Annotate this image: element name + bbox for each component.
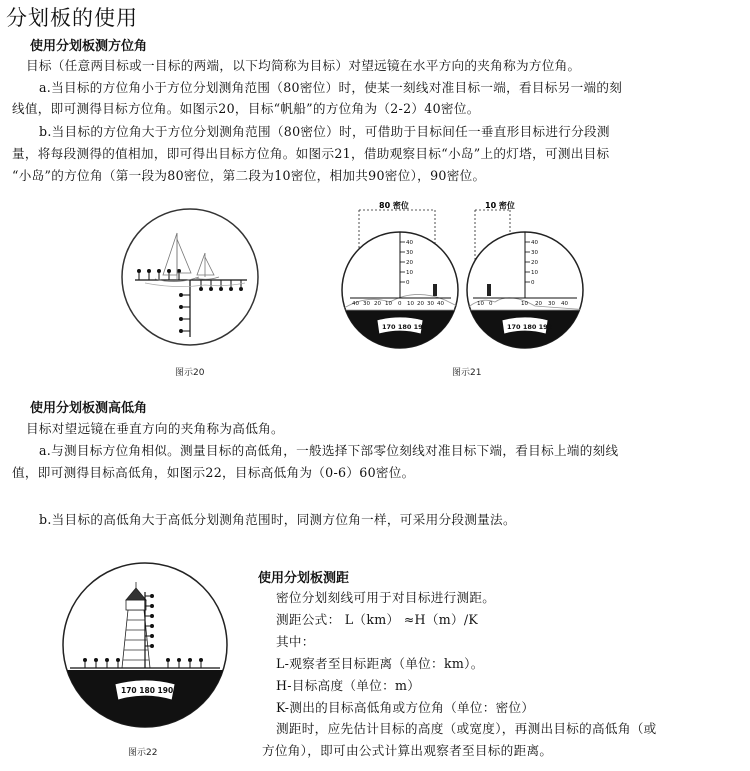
paragraph-line: a.当目标的方位角小于方位分划测角范围（80密位）时，使某一刻线对准目标一端，看目标另一端的刻: [39, 80, 623, 95]
scale-label: 10: [407, 301, 414, 307]
scale-label: 0: [489, 301, 493, 307]
paragraph-line: 线值，即可测得目标方位角。如图示20，目标“帆船”的方位角为（2-2）40密位。: [12, 101, 480, 116]
paragraph-line: b.当目标的高低角大于高低分划测角范围时，同测方位角一样，可采用分段测量法。: [39, 512, 516, 527]
figure-21-dial-right: 170 180 190: [507, 323, 553, 331]
paragraph-line: K-测出的目标高低角或方位角（单位：密位）: [276, 700, 535, 715]
scale-label: 10: [385, 301, 392, 307]
figure-22-reticle: [60, 560, 230, 735]
figure-21-caption: 图示21: [452, 368, 482, 378]
paragraph-line: 方位角），即可由公式计算出观察者至目标的距离。: [262, 743, 553, 758]
scale-label: 30: [531, 250, 538, 256]
figure-22-dial: 170 180 190: [121, 686, 174, 695]
paragraph-line: 目标（任意两目标或一目标的两端，以下均简称为目标）对望远镜在水平方向的夹角称为方位角。: [26, 58, 581, 73]
scale-label: 30: [363, 301, 370, 307]
scale-label: 40: [561, 301, 568, 307]
paragraph-line: 量，将每段测得的值相加，即可得出目标方位角。如图示21，借助观察目标“小岛”上的灯塔，可测出目标: [12, 146, 610, 161]
paragraph-line: 密位分划刻线可用于对目标进行测距。: [276, 590, 496, 605]
scale-label: 30: [406, 250, 413, 256]
scale-label: 0: [398, 301, 402, 307]
scale-label: 10: [531, 270, 538, 276]
scale-label: 10: [406, 270, 413, 276]
figure-22-caption: 图示22: [128, 748, 158, 758]
paragraph-line: 其中：: [276, 634, 315, 649]
figure-21-dial-left: 170 180 190: [382, 323, 428, 331]
scale-label: 10: [477, 301, 484, 307]
scale-label: 0: [531, 280, 535, 286]
paragraph-line: “小岛”的方位角（第一段为80密位，第二段为10密位，相加共90密位），90密位。: [12, 168, 486, 183]
scale-label: 30: [548, 301, 555, 307]
paragraph-line: b.当目标的方位角大于方位分划测角范围（80密位）时，可借助于目标间任一垂直形目标进行分段测: [39, 124, 610, 139]
scale-label: 40: [531, 240, 538, 246]
figure-20-reticle: [115, 205, 265, 355]
section-heading-elevation: 使用分划板测高低角: [30, 401, 148, 416]
scale-label: 20: [406, 260, 413, 266]
scale-label: 20: [535, 301, 542, 307]
scale-label: 10: [521, 301, 528, 307]
scale-label: 20: [374, 301, 381, 307]
paragraph-line: a.与测目标方位角相似。测量目标的高低角，一般选择下部零位刻线对准目标下端，看目标上端的刻线: [39, 443, 619, 458]
paragraph-line: H-目标高度（单位：m）: [276, 678, 421, 693]
scale-label: 40: [437, 301, 444, 307]
figure-21-label-right: 10 密位: [485, 201, 515, 210]
paragraph-line: 目标对望远镜在垂直方向的夹角称为高低角。: [26, 421, 284, 436]
paragraph-line: 测距时，应先估计目标的高度（或宽度），再测出目标的高低角（或: [276, 721, 657, 736]
figure-20-caption: 图示20: [175, 368, 205, 378]
scale-label: 30: [427, 301, 434, 307]
formula-line: 测距公式： L（km） ≈H（m）/K: [276, 612, 479, 627]
page-title: 分划板的使用: [6, 6, 138, 30]
scale-label: 0: [406, 280, 410, 286]
scale-label: 40: [406, 240, 413, 246]
paragraph-line: L-观察者至目标距离（单位：km）。: [276, 656, 484, 671]
scale-label: 40: [352, 301, 359, 307]
figure-21-label-left: 80 密位: [379, 201, 409, 210]
scale-label: 20: [531, 260, 538, 266]
paragraph-line: 值，即可测得目标高低角，如图示22，目标高低角为（0-6）60密位。: [12, 465, 415, 480]
scale-label: 20: [417, 301, 424, 307]
section-heading-rangefinding: 使用分划板测距: [258, 571, 350, 586]
section-heading-azimuth: 使用分划板测方位角: [30, 39, 148, 54]
figure-21-reticle: [335, 192, 590, 357]
